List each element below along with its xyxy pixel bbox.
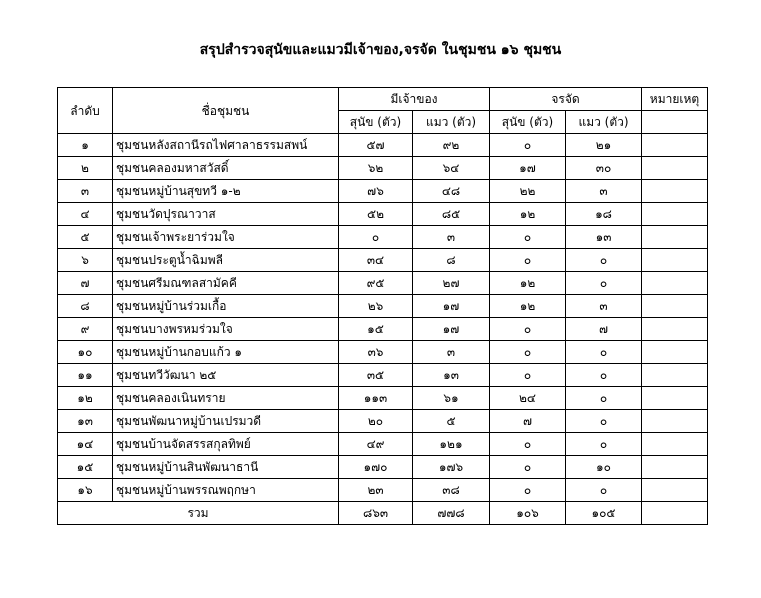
stray-dog-count: ๐ [490,134,566,157]
table-row [58,157,708,180]
remark-cell [642,364,708,387]
owned-dog-count: ๑๑๓ [339,387,413,410]
community-name: ชุมชนหมู่บ้านกอบแก้ว ๑ [113,341,339,364]
remark-cell [642,341,708,364]
owned-dog-count: ๐ [339,226,413,249]
stray-cat-count: ๑๘ [566,203,642,226]
community-name: ชุมชนศรีมณฑลสามัคคี [113,272,339,295]
row-number: ๒ [58,157,113,180]
header-remark-blank [642,111,708,134]
page-title: สรุปสำรวจสุนัขและแมวมีเจ้าของ,จรจัด ในชุมชน ๑๖ ชุมชน [199,42,562,58]
remark-cell [642,410,708,433]
table-row [58,364,708,387]
stray-cat-count: ๑๓ [566,226,642,249]
row-number: ๑๓ [58,410,113,433]
owned-dog-count: ๗๖ [339,180,413,203]
header-stray-cat: แมว (ตัว) [566,111,642,134]
header-stray: จรจัด [490,88,642,111]
remark-cell [642,203,708,226]
row-number: ๗ [58,272,113,295]
header-community: ชื่อชุมชน [113,88,339,134]
community-name: ชุมชนหมู่บ้านพรรณพฤกษา [113,479,339,502]
stray-cat-count: ๓ [566,180,642,203]
community-name: ชุมชนพัฒนาหมู่บ้านเปรมวดี [113,410,339,433]
owned-dog-count: ๕๗ [339,134,413,157]
stray-dog-count: ๐ [490,479,566,502]
total-label: รวม [58,502,339,525]
row-number: ๑๑ [58,364,113,387]
community-name: ชุมชนบ้านจัดสรรสกุลทิพย์ [113,433,339,456]
remark-cell [642,318,708,341]
header-owned: มีเจ้าของ [339,88,490,111]
owned-cat-count: ๑๗๖ [413,456,490,479]
row-number: ๑๔ [58,433,113,456]
owned-cat-count: ๒๗ [413,272,490,295]
table-row [58,180,708,203]
stray-cat-count: ๓๐ [566,157,642,180]
table-row [58,318,708,341]
owned-cat-count: ๔๘ [413,180,490,203]
row-number: ๘ [58,295,113,318]
table-row [58,479,708,502]
table-row [58,134,708,157]
row-number: ๑๕ [58,456,113,479]
table-row [58,410,708,433]
row-number: ๑๐ [58,341,113,364]
owned-cat-count: ๕ [413,410,490,433]
row-number: ๓ [58,180,113,203]
owned-cat-count: ๓ [413,341,490,364]
owned-dog-count: ๓๔ [339,249,413,272]
remark-cell [642,134,708,157]
community-name: ชุมชนเจ้าพระยาร่วมใจ [113,226,339,249]
stray-cat-count: ๐ [566,272,642,295]
remark-cell [642,387,708,410]
total-stray-dog: ๑๐๖ [490,502,566,525]
row-number: ๑ [58,134,113,157]
row-number: ๑๒ [58,387,113,410]
total-owned-dog: ๘๖๓ [339,502,413,525]
owned-cat-count: ๖๔ [413,157,490,180]
owned-dog-count: ๕๒ [339,203,413,226]
row-number: ๖ [58,249,113,272]
owned-cat-count: ๑๒๑ [413,433,490,456]
community-name: ชุมชนวัดปุรณาวาส [113,203,339,226]
stray-dog-count: ๐ [490,249,566,272]
owned-dog-count: ๖๒ [339,157,413,180]
table-header [58,88,708,134]
owned-dog-count: ๓๕ [339,364,413,387]
community-name: ชุมชนหมู่บ้านร่วมเกื้อ [113,295,339,318]
stray-dog-count: ๒๒ [490,180,566,203]
remark-cell [642,249,708,272]
header-owned-cat: แมว (ตัว) [413,111,490,134]
table-row [58,295,708,318]
stray-dog-count: ๐ [490,364,566,387]
community-name: ชุมชนหมู่บ้านสุขทวี ๑-๒ [113,180,339,203]
remark-cell [642,226,708,249]
owned-cat-count: ๘ [413,249,490,272]
owned-dog-count: ๑๕ [339,318,413,341]
owned-dog-count: ๑๗๐ [339,456,413,479]
stray-dog-count: ๑๒ [490,295,566,318]
remark-cell [642,479,708,502]
row-number: ๔ [58,203,113,226]
owned-dog-count: ๒๖ [339,295,413,318]
owned-cat-count: ๙๒ [413,134,490,157]
stray-dog-count: ๒๔ [490,387,566,410]
total-remark [642,502,708,525]
stray-dog-count: ๐ [490,226,566,249]
owned-dog-count: ๔๙ [339,433,413,456]
remark-cell [642,157,708,180]
stray-cat-count: ๓ [566,295,642,318]
remark-cell [642,272,708,295]
header-stray-dog: สุนัข (ตัว) [490,111,566,134]
owned-cat-count: ๓๘ [413,479,490,502]
header-owned-dog: สุนัข (ตัว) [339,111,413,134]
community-name: ชุมชนทวีวัฒนา ๒๕ [113,364,339,387]
community-name: ชุมชนประตูน้ำฉิมพลี [113,249,339,272]
community-name: ชุมชนหมู่บ้านสินพัฒนาธานี [113,456,339,479]
total-owned-cat: ๗๗๘ [413,502,490,525]
stray-cat-count: ๐ [566,364,642,387]
stray-dog-count: ๑๗ [490,157,566,180]
table-row [58,433,708,456]
owned-dog-count: ๒๓ [339,479,413,502]
owned-cat-count: ๑๓ [413,364,490,387]
stray-dog-count: ๐ [490,318,566,341]
owned-cat-count: ๘๕ [413,203,490,226]
owned-cat-count: ๖๑ [413,387,490,410]
stray-dog-count: ๗ [490,410,566,433]
table-row [58,226,708,249]
remark-cell [642,433,708,456]
table-row [58,341,708,364]
community-name: ชุมชนคลองเนินทราย [113,387,339,410]
owned-cat-count: ๑๗ [413,295,490,318]
stray-cat-count: ๐ [566,341,642,364]
owned-dog-count: ๒๐ [339,410,413,433]
stray-cat-count: ๗ [566,318,642,341]
remark-cell [642,456,708,479]
stray-cat-count: ๐ [566,387,642,410]
remark-cell [642,295,708,318]
survey-table [57,87,708,525]
community-name: ชุมชนบางพรหมร่วมใจ [113,318,339,341]
table-row [58,387,708,410]
owned-dog-count: ๙๕ [339,272,413,295]
remark-cell [642,180,708,203]
row-number: ๙ [58,318,113,341]
community-name: ชุมชนหลังสถานีรถไฟศาลาธรรมสพน์ [113,134,339,157]
row-number: ๕ [58,226,113,249]
stray-cat-count: ๐ [566,433,642,456]
stray-cat-count: ๒๑ [566,134,642,157]
stray-cat-count: ๑๐ [566,456,642,479]
owned-dog-count: ๓๖ [339,341,413,364]
stray-cat-count: ๐ [566,410,642,433]
owned-cat-count: ๑๗ [413,318,490,341]
total-stray-cat: ๑๐๕ [566,502,642,525]
table-row [58,203,708,226]
stray-dog-count: ๑๒ [490,272,566,295]
table-row [58,272,708,295]
row-number: ๑๖ [58,479,113,502]
table-row [58,249,708,272]
header-remark: หมายเหตุ [642,88,708,111]
owned-cat-count: ๓ [413,226,490,249]
stray-dog-count: ๑๒ [490,203,566,226]
stray-cat-count: ๐ [566,479,642,502]
community-name: ชุมชนคลองมหาสวัสดิ์ [113,157,339,180]
stray-dog-count: ๐ [490,433,566,456]
stray-cat-count: ๐ [566,249,642,272]
table-row [58,456,708,479]
stray-dog-count: ๐ [490,456,566,479]
total-row [58,502,708,525]
header-order: ลำดับ [58,88,113,134]
stray-dog-count: ๐ [490,341,566,364]
table-body [58,134,708,502]
